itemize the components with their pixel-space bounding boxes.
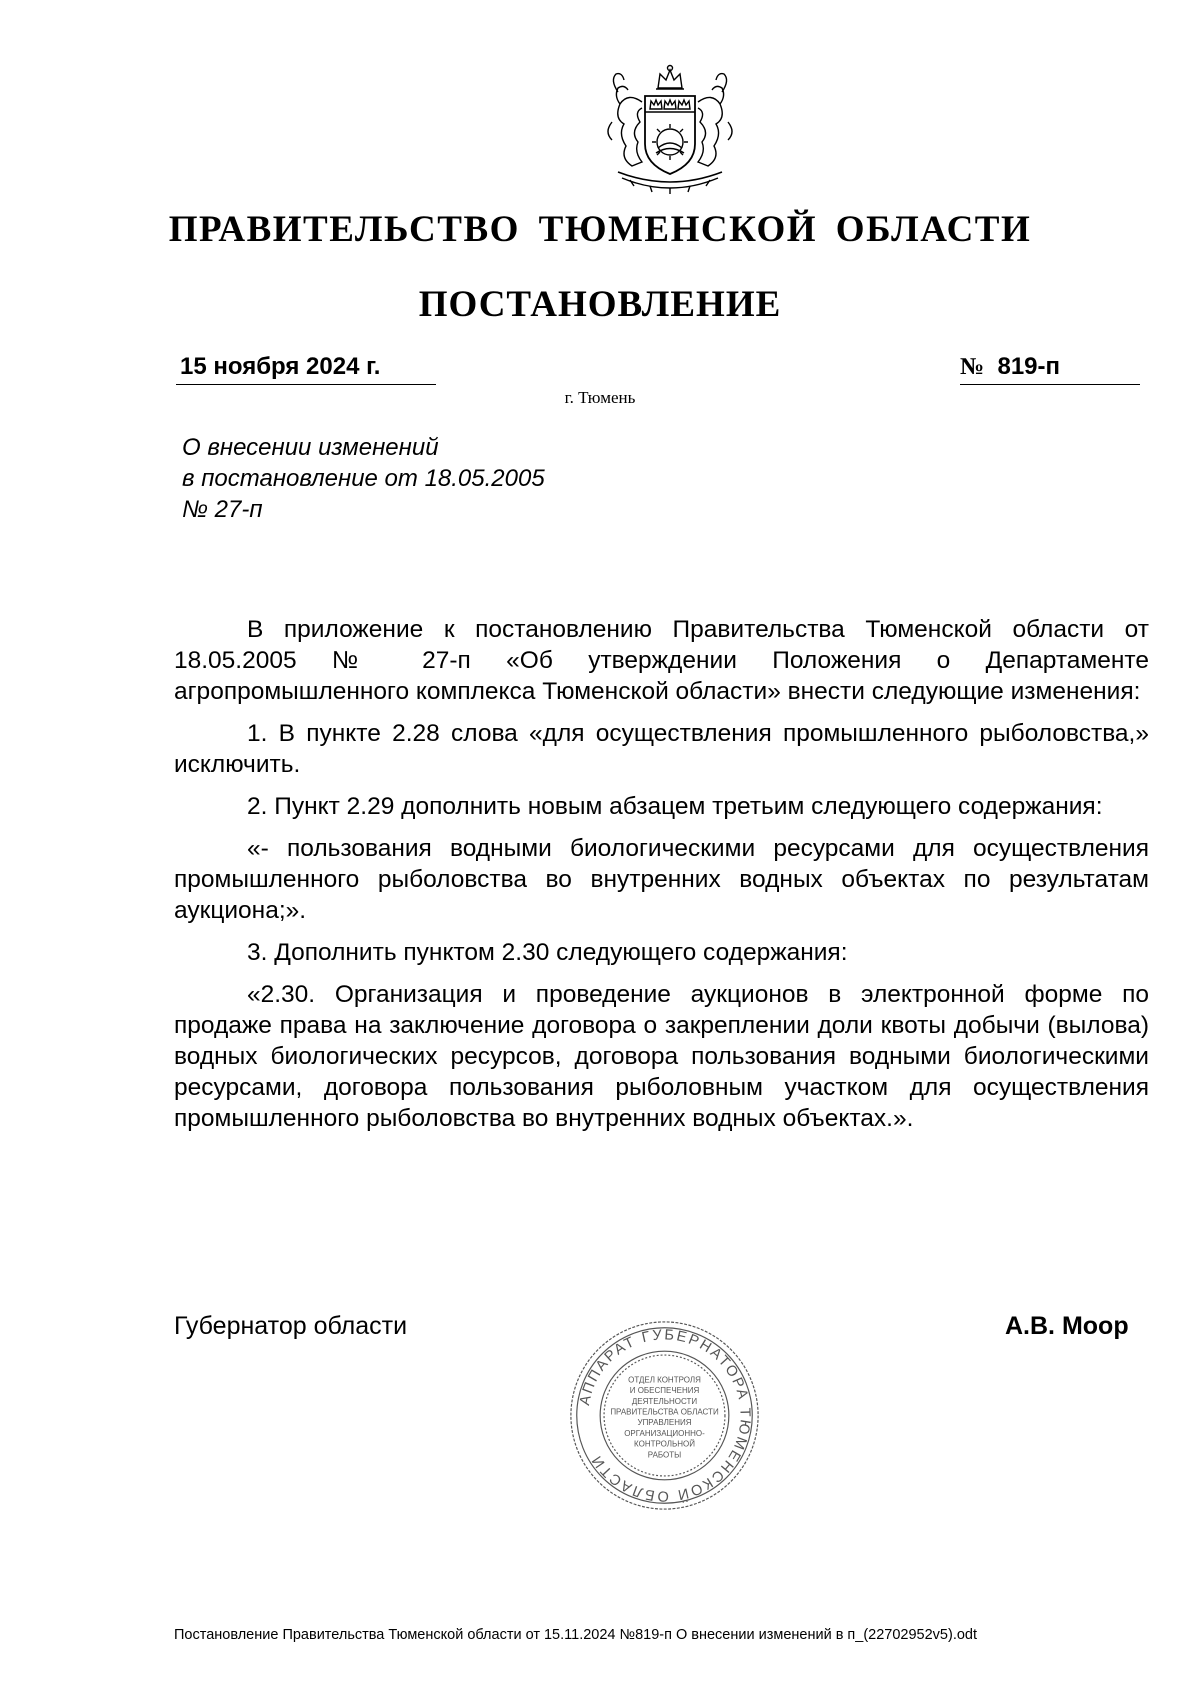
seal-inner-line: ДЕЯТЕЛЬНОСТИ <box>631 1396 698 1406</box>
body-paragraph: 3. Дополнить пунктом 2.30 следующего содержания: <box>247 939 848 966</box>
seal-inner-line: ОТДЕЛ КОНТРОЛЯ <box>628 1375 701 1385</box>
body-paragraph: «- пользования водными биологическими ресурсами для осуществления промышленного рыболовства во внутренних водных объектах по результатам аукциона;». <box>174 835 1149 924</box>
signer-name: А.В. Моор <box>1005 1312 1129 1340</box>
coat-of-arms-icon <box>590 62 750 200</box>
seal-ring-text: АППАРАТ ГУБЕРНАТОРА ТЮМЕНСКОЙ ОБЛАСТИ <box>577 1327 753 1504</box>
seal-inner-line: РАБОТЫ <box>647 1450 682 1460</box>
seal-inner-line: ПРАВИТЕЛЬСТВА ОБЛАСТИ <box>610 1407 719 1417</box>
document-type-heading: ПОСТАНОВЛЕНИЕ <box>418 284 782 325</box>
seal-inner-line: УПРАВЛЕНИЯ <box>637 1418 692 1428</box>
document-date: 15 ноября 2024 г. <box>176 352 436 385</box>
number-sign: № <box>960 354 985 380</box>
subject-line-2: в постановление от 18.05.2005 <box>182 465 545 492</box>
seal-inner-line: КОНТРОЛЬНОЙ <box>634 1439 695 1449</box>
seal-inner-line: ОРГАНИЗАЦИОННО- <box>624 1428 705 1438</box>
body-paragraph: 2. Пункт 2.29 дополнить новым абзацем третьим следующего содержания: <box>247 793 1103 820</box>
document-body <box>174 614 1149 1145</box>
body-paragraph: В приложение к постановлению Правительства Тюменской области от 18.05.2005 № 27-п «Об утверждении Положения о Департаменте агропромышленного комплекса Тюменской области» внести следующие изменения: <box>174 616 1149 705</box>
body-paragraph: 1. В пункте 2.28 слова «для осуществления промышленного рыболовства,» исключить. <box>174 720 1149 778</box>
document-subject <box>182 432 545 525</box>
seal-stamp-icon <box>567 1318 762 1513</box>
document-footer: Постановление Правительства Тюменской области от 15.11.2024 №819-п О внесении изменений в п_(22702952v5).odt <box>174 1627 978 1643</box>
subject-line-1: О внесении изменений <box>182 434 439 461</box>
subject-line-3: № 27-п <box>182 496 263 523</box>
body-paragraph: «2.30. Организация и проведение аукционов в электронной форме по продаже права на заключение договора о закреплении доли квоты добычи (вылова) водных биологических ресурсов, договора пользования водными биологическими ресурсами, договора пользования рыболовным участком для осуществления промышленного рыболовства во внутренних водных объектах.». <box>174 981 1149 1132</box>
document-number: 819-п <box>997 353 1060 380</box>
document-number-field <box>960 352 1140 385</box>
signer-position: Губернатор области <box>174 1312 408 1340</box>
city-label: г. Тюмень <box>564 388 636 407</box>
government-title: ПРАВИТЕЛЬСТВО ТЮМЕНСКОЙ ОБЛАСТИ <box>168 209 1032 250</box>
seal-inner-line: И ОБЕСПЕЧЕНИЯ <box>629 1386 700 1396</box>
